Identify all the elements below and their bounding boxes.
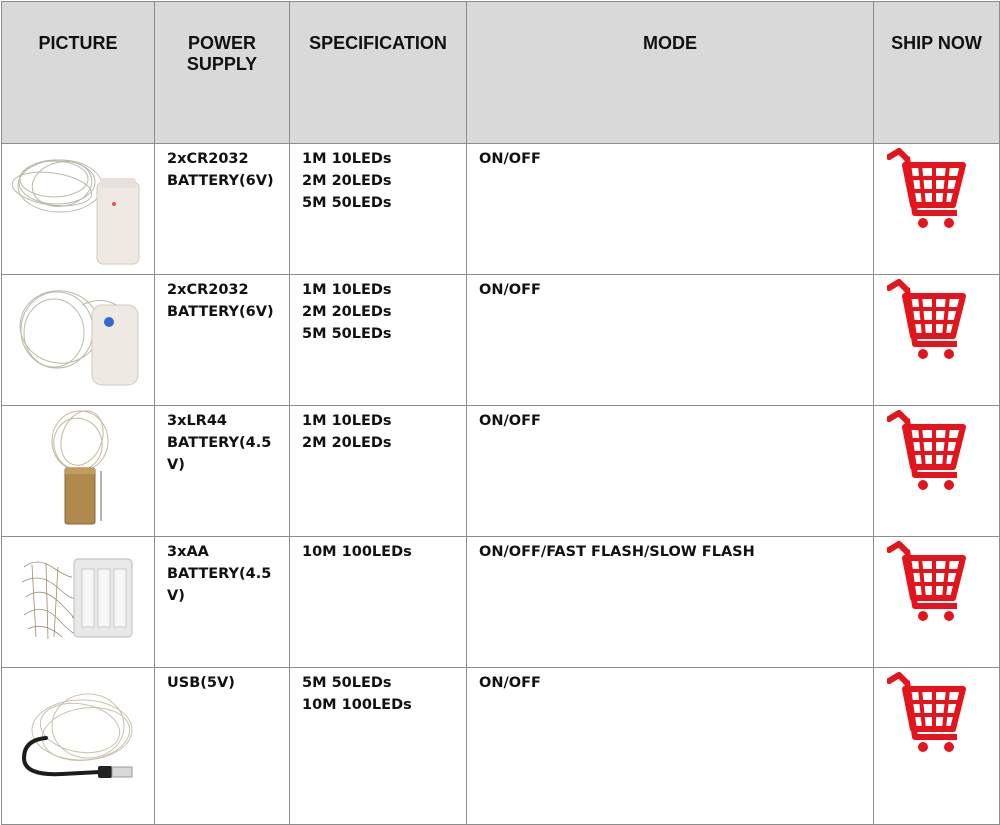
power-line: V)	[167, 457, 185, 473]
picture-cell	[2, 144, 155, 275]
header-specification: SPECIFICATION	[290, 2, 467, 144]
specification-cell	[290, 275, 467, 406]
product-table	[1, 1, 1000, 825]
table-row	[2, 275, 1000, 406]
power-supply-cell	[155, 144, 290, 275]
mode-cell: ON/OFF	[467, 406, 874, 537]
mode-cell: ON/OFF	[467, 668, 874, 825]
power-line: 3xLR44	[167, 413, 228, 429]
shopping-cart-icon[interactable]	[887, 278, 969, 362]
table-row	[2, 668, 1000, 825]
header-power-line2: SUPPLY	[186, 54, 258, 74]
spec-line: 1M 10LEDs	[302, 282, 392, 298]
spec-line: 10M 100LEDs	[302, 544, 412, 560]
power-supply-cell	[155, 275, 290, 406]
power-line: V)	[167, 588, 185, 604]
shopping-cart-icon[interactable]	[887, 540, 969, 624]
mode-cell: ON/OFF	[467, 275, 874, 406]
ship-now-cell	[874, 144, 1000, 275]
power-supply-cell	[155, 406, 290, 537]
header-ship-now: SHIP NOW	[874, 2, 1000, 144]
power-line: USB(5V)	[167, 675, 235, 691]
picture-cell	[2, 668, 155, 825]
header-mode: MODE	[467, 2, 874, 144]
picture-cell	[2, 537, 155, 668]
spec-line: 5M 50LEDs	[302, 195, 392, 211]
bottle-cork-lights-photo	[2, 406, 154, 532]
shopping-cart-icon[interactable]	[887, 147, 969, 231]
power-line: BATTERY(6V)	[167, 304, 274, 320]
specification-cell	[290, 537, 467, 668]
header-row	[2, 2, 1000, 144]
header-picture: PICTURE	[2, 2, 155, 144]
power-line: BATTERY(4.5	[167, 435, 272, 451]
power-supply-cell	[155, 537, 290, 668]
string-lights-button-box-photo	[2, 275, 154, 401]
table-row	[2, 537, 1000, 668]
power-line: BATTERY(6V)	[167, 173, 274, 189]
header-power-supply	[155, 2, 290, 144]
table-row	[2, 144, 1000, 275]
shopping-cart-icon[interactable]	[887, 671, 969, 755]
power-line: BATTERY(4.5	[167, 566, 272, 582]
picture-cell	[2, 275, 155, 406]
spec-line: 1M 10LEDs	[302, 413, 392, 429]
table-row	[2, 406, 1000, 537]
power-line: 2xCR2032	[167, 282, 249, 298]
usb-string-lights-photo	[2, 668, 154, 820]
ship-now-cell	[874, 668, 1000, 825]
mode-cell: ON/OFF	[467, 144, 874, 275]
shopping-cart-icon[interactable]	[887, 409, 969, 493]
spec-line: 2M 20LEDs	[302, 304, 392, 320]
specification-cell	[290, 144, 467, 275]
string-lights-battery-box-photo	[2, 144, 154, 270]
spec-line: 5M 50LEDs	[302, 675, 392, 691]
ship-now-cell	[874, 406, 1000, 537]
spec-line: 1M 10LEDs	[302, 151, 392, 167]
ship-now-cell	[874, 537, 1000, 668]
aa-battery-box-lights-photo	[2, 537, 154, 663]
spec-line: 5M 50LEDs	[302, 326, 392, 342]
spec-line: 10M 100LEDs	[302, 697, 412, 713]
spec-line: 2M 20LEDs	[302, 173, 392, 189]
specification-cell	[290, 406, 467, 537]
power-line: 3xAA	[167, 544, 209, 560]
power-supply-cell	[155, 668, 290, 825]
ship-now-cell	[874, 275, 1000, 406]
mode-cell: ON/OFF/FAST FLASH/SLOW FLASH	[467, 537, 874, 668]
picture-cell	[2, 406, 155, 537]
header-power-line1: POWER	[187, 33, 256, 53]
spec-line: 2M 20LEDs	[302, 435, 392, 451]
power-line: 2xCR2032	[167, 151, 249, 167]
specification-cell	[290, 668, 467, 825]
